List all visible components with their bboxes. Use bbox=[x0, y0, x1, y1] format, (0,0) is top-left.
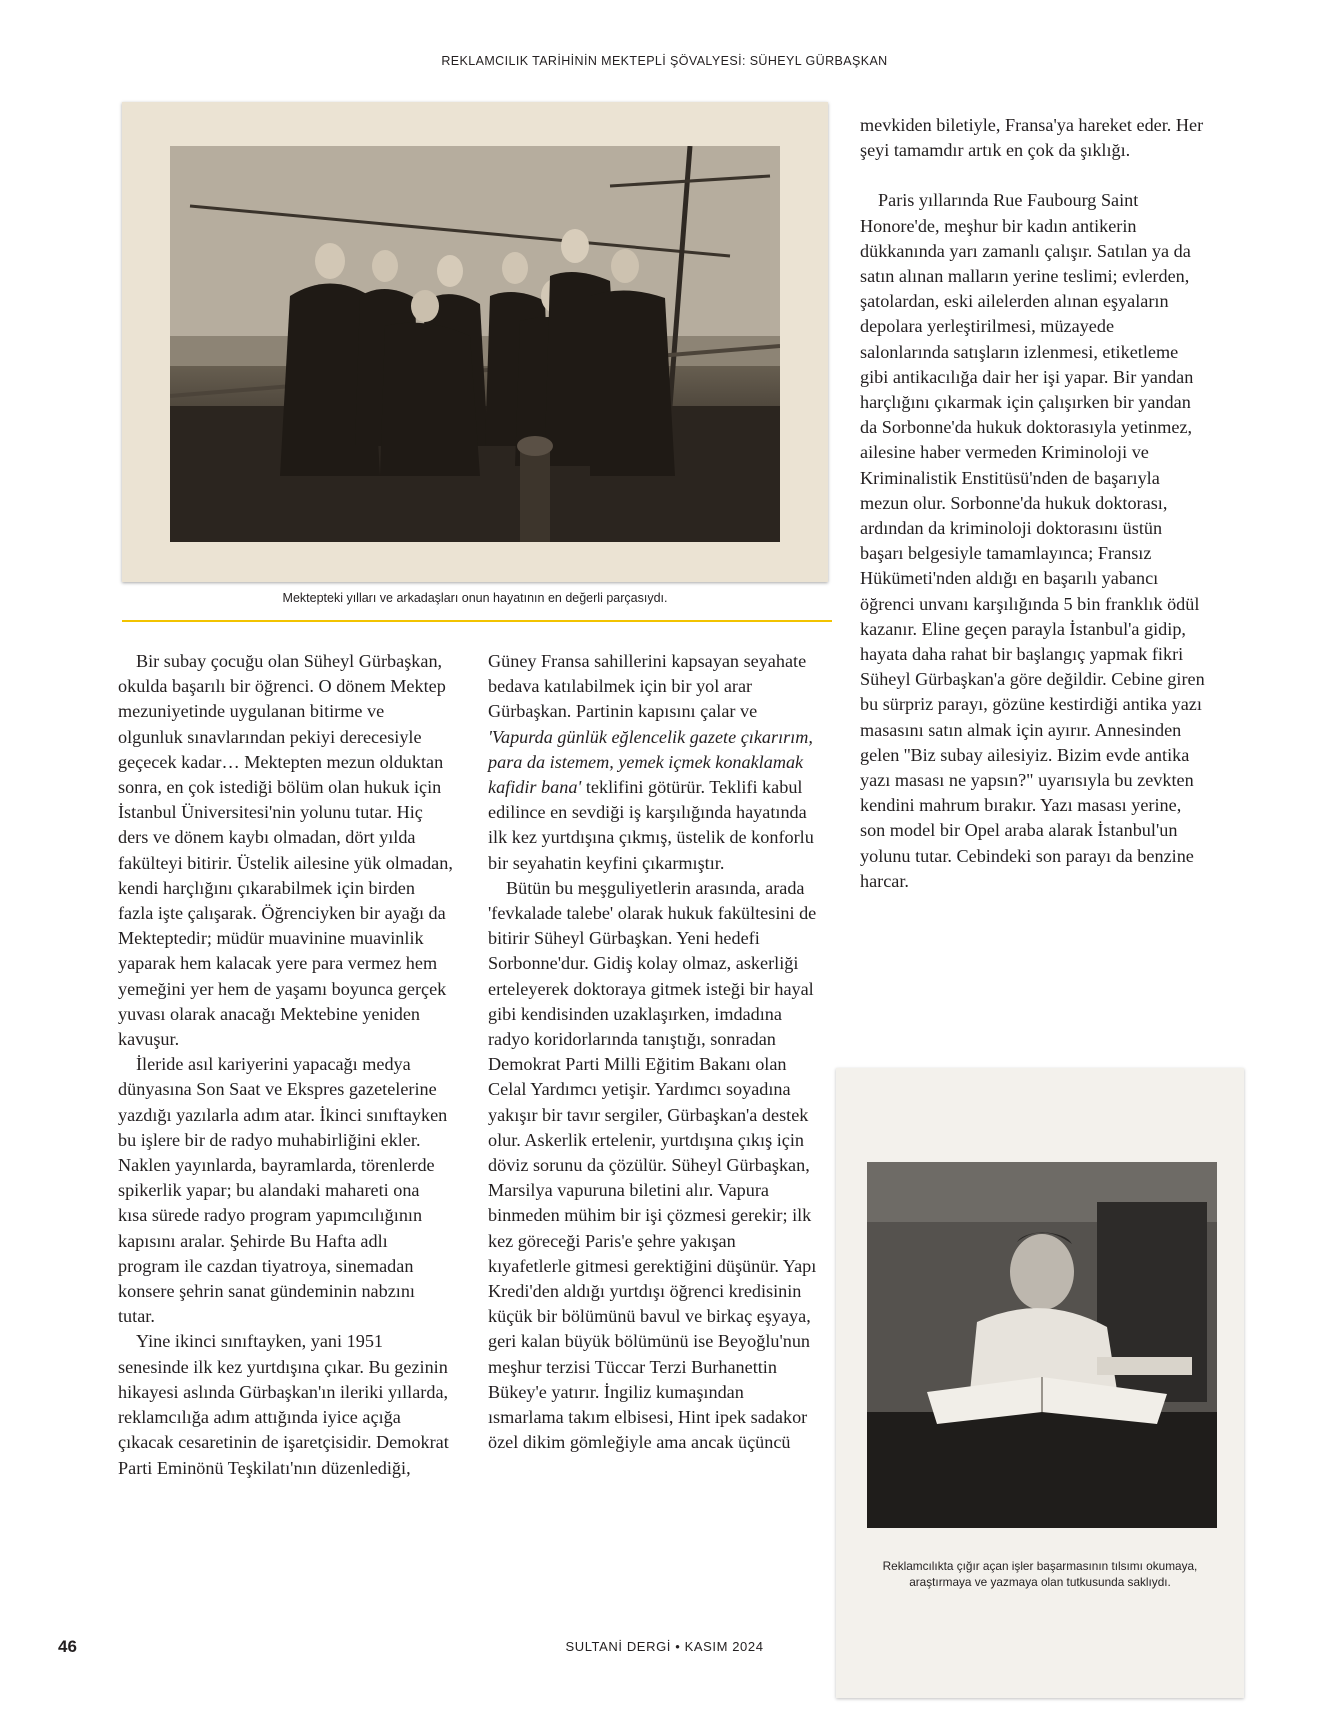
running-title: REKLAMCILIK TARİHİNİN MEKTEPLİ ŞÖVALYESİ: SÜHEYL GÜRBAŞKAN bbox=[441, 54, 888, 68]
paragraph: İleride asıl kariyerini yapacağı medya dünyasına Son Saat ve Ekspres gazetelerine yazdığı yazılarla adım atar. İkinci sınıftayken bu işlere bir de radyo muhabirliğini ekler. Naklen yayınlarda, bayramlarda, törenlerde spikerlik yapar; bu alandaki mahareti ona kısa sürede radyo program yapımcılığının kapısını aralar. Şehirde Bu Hafta adlı program ile cazdan tiyatroya, sinemadan konsere şehrin sanat gündeminin nabzını tutar. bbox=[118, 1054, 448, 1327]
group-photo-caption: Mektepteki yılları ve arkadaşları onun hayatının en değerli parçasıydı. bbox=[282, 591, 668, 605]
paragraph-text: Güney Fransa sahillerini kapsayan seyahate bedava katılabilmek için bir yol arar Gürbaşkan. Partinin kapısını çalar ve bbox=[488, 651, 807, 722]
paragraph: Yine ikinci sınıftayken, yani 1951 senesinde ilk kez yurtdışına çıkar. Bu gezinin hikayesi aslında Gürbaşkan'ın ileriki yıllarda, reklamcılığa adım attığında iyice açığa çıkacak cesaretinin de işaretçisidir. Demokrat Parti Eminönü Teşkilatı'nın düzenlediği, bbox=[118, 1331, 449, 1478]
article-column-1 bbox=[118, 649, 453, 1481]
caption-line: araştırmaya ve yazmaya olan tutkusunda saklıydı. bbox=[909, 1575, 1171, 1589]
article-column-2 bbox=[488, 649, 823, 1456]
yellow-divider bbox=[122, 620, 832, 622]
paragraph: mevkiden biletiyle, Fransa'ya hareket eder. Her şeyi tamamdır artık en çok da şıklığı. bbox=[860, 115, 1204, 161]
paragraph: Bir subay çocuğu olan Süheyl Gürbaşkan, okulda başarılı bir öğrenci. O dönem Mektep mezuniyetinde uygulanan bitirme ve olgunluk sınavlarından pekiyi derecesiyle geçecek kadar… Mektepten mezun olduktan sonra, en çok istediği bölüm olan hukuk için İstanbul Üniversitesi'nin yolunu tutar. Hiç ders ve dönem kaybı olmadan, dört yılda fakülteyi bitirir. Üstelik ailesine yük olmadan, kendi harçlığını çıkarabilmek için birden fazla işte çalışarak. Öğrenciyken bir ayağı da Mekteptedir; müdür muavinine muavinlik yaparak hem kalacak yere para vermez hem yemeğini yer hem de yaşamı boyunca gerçek yuvası olarak anacağı Mektebine yeniden kavuşur. bbox=[118, 651, 453, 1050]
article-column-3 bbox=[860, 113, 1205, 894]
group-photo bbox=[122, 102, 828, 582]
group-photo-image bbox=[170, 146, 780, 542]
paragraph-text: teklifini götürür. Teklifi kabul edilince en sevdiği iş karşılığında hayatında ilk kez yurtdışına çıkmış, üstelik de konforlu bir seyahatin keyfini çıkarmıştır. bbox=[488, 777, 814, 873]
reading-photo-caption bbox=[846, 1558, 1234, 1590]
paragraph: Bütün bu meşguliyetlerin arasında, arada 'fevkalade talebe' olarak hukuk fakültesini de bitirir Süheyl Gürbaşkan. Yeni hedefi Sorbonne'dur. Gidiş kolay olmaz, askerliği erteleyerek doktoraya gitmek isteği bir hayal gibi kendisinden uzaklaşırken, imdadına radyo koridorlarında tanıştığı, sonradan Demokrat Parti Milli Eğitim Bakanı olan Celal Yardımcı yetişir. Yardımcı soyadına yakışır bir tavır sergiler, Gürbaşkan'a destek olur. Askerlik ertelenir, yurtdışına çıkış için döviz sorunu da çözülür. Süheyl Gürbaşkan, Marsilya vapuruna biletini alır. Vapura binmeden mühim bir işi çözmesi gerekir; ilk kez göreceği Paris'e şehre yakışan kıyafetlerle gitmesi gerektiğini düşünür. Yapı Kredi'den aldığı yurtdışı öğrenci kredisinin küçük bir bölümünü bavul ve birkaç eşyaya, geri kalan büyük bölümünü ise Beyoğlu'nun meşhur terzisi Tüccar Terzi Burhanettin Bükey'e yatırır. İngiliz kumaşından ısmarlama takım elbisesi, Hint ipek sadakor özel dikim gömleğiyle ama ancak üçüncü bbox=[488, 877, 817, 1453]
reading-photo bbox=[836, 1068, 1244, 1698]
paragraph: Paris yıllarında Rue Faubourg Saint Honore'de, meşhur bir kadın antikerin dükkanında yarı zamanlı çalışır. Satılan ya da satın alınan malların yerine teslimi; evlerden, şatolardan, eski ailelerden alınan eşyaların depolara yerleştirilmesi, müzayede salonlarında satışların izlenmesi, etiketleme gibi antikacılığa dair her işi yapar. Bir yandan harçlığını çıkarmak için çalışırken bir yandan da Sorbonne'da hukuk doktorasıyla yetinmez, ailesine haber vermeden Kriminoloji ve Kriminalistik Enstitüsü'nden de başarıyla mezun olur. Sorbonne'da hukuk doktorası, ardından da kriminoloji doktorasını üstün başarı belgesiyle tamamlayınca; Fransız Hükümeti'nden aldığı en başarılı yabancı öğrenci unvanı karşılığında 5 bin franklık ödül kazanır. Eline geçen parayla İstanbul'a gidip, hayata daha rahat bir başlangıç yapmak fikri Süheyl Gürbaşkan'a göre değildir. Cebine giren bu sürpriz parayı, gözüne kestirdiği antika yazı masasını satın almak için ayırır. Annesinden gelen ''Biz subay ailesiyiz. Bizim evde antika yazı masası ne yapsın?" uyarısıyla bu zevkten kendini mahrum bırakır. Yazı masası yerine, son model bir Opel araba alarak İstanbul'un yolunu tutar. Cebindeki son parayı da benzine harcar. bbox=[860, 190, 1205, 891]
quote-text: 'Vapurda günlük eğlencelik gazete çıkarırım, para da istemem, yemek içmek konaklamak kafidir bana' bbox=[488, 726, 813, 798]
reading-photo-image bbox=[867, 1162, 1217, 1528]
page-number: 46 bbox=[58, 1637, 77, 1656]
publication-footer: SULTANİ DERGİ • KASIM 2024 bbox=[565, 1639, 764, 1654]
paragraph bbox=[488, 649, 823, 876]
caption-line: Reklamcılıkta çığır açan işler başarmasının tılsımı okumaya, bbox=[882, 1559, 1198, 1573]
